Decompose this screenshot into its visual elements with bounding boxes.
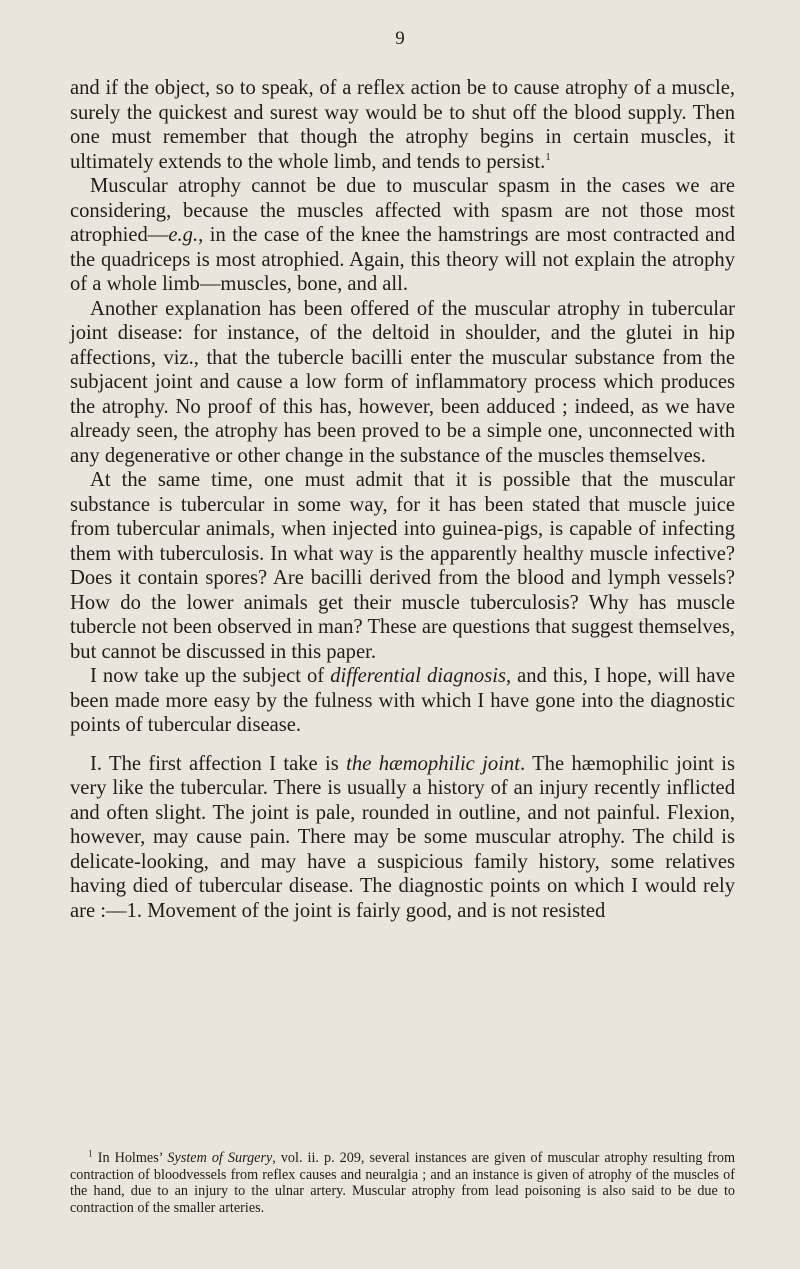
footnote-1 [70,1150,735,1216]
paragraph-1 [70,76,735,174]
paragraph-2 [70,174,735,297]
body-text [70,76,735,923]
footnote-mark: 1 [88,1149,93,1160]
footnote-text-a: In Holmes’ [92,1150,168,1166]
paragraph-1-text: and if the object, so to speak, of a reflex action be to cause atrophy of a muscle, surely the quickest and surest way would be to shut off the blood supply. Then one must remember that though the atrophy begins in certain muscles, it ultimately extends to the whole limb, and tends to persist. [70,77,735,173]
footnotes [70,1150,735,1216]
paragraph-6-italic: the hæmophilic joint [346,752,520,775]
paragraph-5-italic: differential diagnosis [330,665,506,687]
footnote-italic: System of Surgery [167,1150,273,1166]
paragraph-5-text-a: I now take up the subject of [90,665,331,687]
paragraph-3-text: Another explanation has been offered of the muscular atrophy in tubercular joint disease: for instance, of the deltoid in shoulder, and the glutei in hip affections, viz., that the tubercle bacilli enter the muscular substance from the subjacent joint and cause a low form of inflammatory process which produces the atrophy. No proof of this has, however, been adduced ; indeed, as we have already seen, the atrophy has been proved to be a simple one, unconnected with any degenerative or other change in the substance of the muscles themselves. [70,297,735,467]
paragraph-2-text-a: Muscular atrophy cannot be due to muscular spasm in the cases we are considering, because the muscles affected with spasm are not those most atrophied— [70,175,735,246]
paragraph-2-text-c: , in the case of the knee the hamstrings are most contracted and the quadriceps is most atrophied. Again, this theory will not explain the atrophy of a whole limb—muscles, bone, and all. [70,224,735,295]
paragraph-5-text-c: , and this, I hope, will have been made more easy by the fulness with which I have gone into the diagnostic points of tubercular disease. [70,665,735,736]
footnote-reference: 1 [545,150,551,163]
paragraph-4-text: At the same time, one must admit that it is possible that the muscular substance is tubercular in some way, for it has been stated that muscle juice from tubercular animals, when injected into guinea-pigs, is capable of infecting them with tuberculosis. In what way is the apparently healthy muscle infective? Does it contain spores? Are bacilli derived from the blood and lymph vessels? How do the lower animals get their muscle tuberculosis? Why has muscle tubercle not been observed in man? These are questions that suggest themselves, but cannot be discussed in this paper. [70,469,735,663]
paragraph-6-text-c: . The hæmophilic joint is very like the tubercular. There is usually a history of an injury recently inflicted and often slight. The joint is pale, rounded in outline, and not painful. Flexion, however, may cause pain. There may be some muscular atrophy. The child is delicate-looking, and may have a suspicious family history, some relatives having died of tubercular disease. The diagnostic points on which I would rely are :—1. Movement of the joint is fairly good, and is not resisted [70,752,735,922]
paragraph-5 [70,664,735,738]
footnote-text-c: , vol. ii. p. 209, several instances are given of muscular atrophy resulting from contraction of bloodvessels from reflex causes and neuralgia ; and an instance is given of atrophy of the muscles of the hand, due to an injury to the ulnar artery. Muscular atrophy from lead poisoning is also said to be due to contraction of the smaller arteries. [70,1150,736,1216]
paragraph-3 [70,297,735,469]
page-number: 9 [395,28,405,49]
paragraph-6 [70,752,735,924]
paragraph-4 [70,468,735,664]
paragraph-2-italic: e.g. [168,224,199,246]
paragraph-6-text-a: I. The first affection I take is [90,752,347,775]
